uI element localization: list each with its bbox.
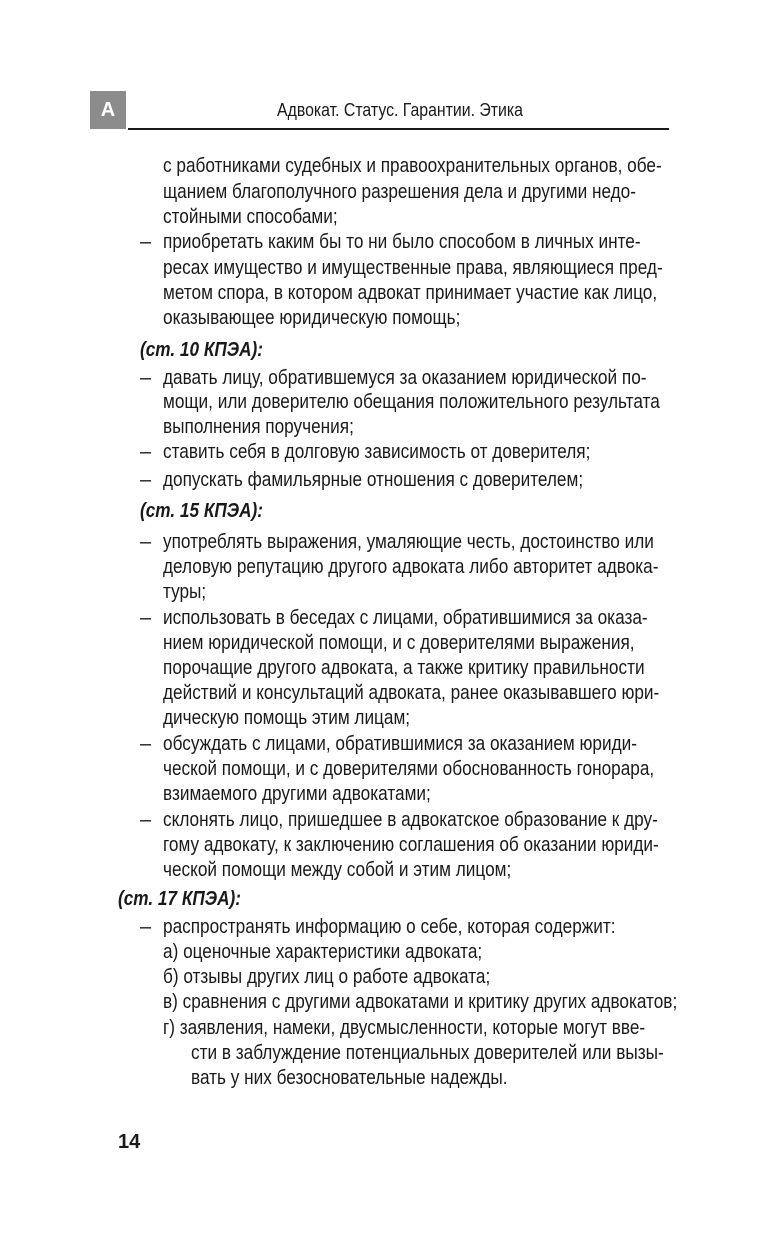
body-line: распространять информацию о себе, которая содержит: xyxy=(163,916,616,938)
article-reference: (ст. 17 КПЭА): xyxy=(118,888,242,910)
bullet-dash: – xyxy=(140,531,152,553)
section-badge: А xyxy=(90,91,126,129)
body-line: мощи, или доверителю обещания положительного результата xyxy=(163,391,660,413)
sub-item-line: вать у них безосновательные надежды. xyxy=(191,1067,508,1089)
sub-item-line: сти в заблуждение потенциальных доверителей или вызы- xyxy=(191,1042,664,1064)
sub-item-line: б) отзывы других лиц о работе адвоката; xyxy=(163,966,491,988)
body-line: щанием благополучного разрешения дела и другими недо- xyxy=(163,181,636,203)
body-line: с работниками судебных и правоохранительных органов, обе- xyxy=(163,155,662,177)
bullet-dash: – xyxy=(140,607,152,629)
body-line: обсуждать с лицами, обратившимися за оказанием юриди- xyxy=(163,733,637,755)
body-line: ческой помощи, и с доверителями обоснованность гонорара, xyxy=(163,758,655,780)
bullet-dash: – xyxy=(140,469,152,491)
body-line: метом спора, в котором адвокат принимает участие как лицо, xyxy=(163,282,658,304)
body-line: действий и консультаций адвоката, ранее оказывавшего юри- xyxy=(163,682,660,704)
article-reference: (ст. 15 КПЭА): xyxy=(140,500,264,522)
body-line: нием юридической помощи, и с доверителями выражения, xyxy=(163,632,635,654)
bullet-dash: – xyxy=(140,809,152,831)
body-line: взимаемого другими адвокатами; xyxy=(163,783,431,805)
body-line: дическую помощь этим лицам; xyxy=(163,707,411,729)
body-line: стойными способами; xyxy=(163,206,338,228)
body-line: использовать в беседах с лицами, обратившимися за оказа- xyxy=(163,607,648,629)
header-rule xyxy=(128,128,669,130)
body-line: туры; xyxy=(163,581,207,603)
bullet-dash: – xyxy=(140,916,152,938)
page-number: 14 xyxy=(118,1131,141,1153)
bullet-dash: – xyxy=(140,367,152,389)
body-line: деловую репутацию другого адвоката либо авторитет адвока- xyxy=(163,556,659,578)
body-line: приобретать каким бы то ни было способом в личных инте- xyxy=(163,231,641,253)
bullet-dash: – xyxy=(140,733,152,755)
body-line: ческой помощи между собой и этим лицом; xyxy=(163,859,512,881)
body-line: ресах имущество и имущественные права, являющиеся пред- xyxy=(163,257,663,279)
bullet-dash: – xyxy=(140,231,152,253)
body-line: оказывающее юридическую помощь; xyxy=(163,307,461,329)
running-header-title: Адвокат. Статус. Гарантии. Этика xyxy=(277,100,523,120)
sub-item-line: г) заявления, намеки, двусмысленности, которые могут вве- xyxy=(163,1017,646,1039)
article-reference: (ст. 10 КПЭА): xyxy=(140,339,264,361)
sub-item-line: а) оценочные характеристики адвоката; xyxy=(163,941,483,963)
body-line: склонять лицо, пришедшее в адвокатское образование к дру- xyxy=(163,809,658,831)
body-line: гому адвокату, к заключению соглашения об оказании юриди- xyxy=(163,834,659,856)
body-line: давать лицу, обратившемуся за оказанием юридической по- xyxy=(163,367,647,389)
body-line: употреблять выражения, умаляющие честь, достоинство или xyxy=(163,531,654,553)
sub-item-line: в) сравнения с другими адвокатами и критику других адвокатов; xyxy=(163,991,678,1013)
body-line: допускать фамильярные отношения с доверителем; xyxy=(163,469,584,491)
body-line: порочащие другого адвоката, а также критику правильности xyxy=(163,657,645,679)
bullet-dash: – xyxy=(140,441,152,463)
body-line: ставить себя в долговую зависимость от доверителя; xyxy=(163,441,591,463)
body-line: выполнения поручения; xyxy=(163,416,354,438)
